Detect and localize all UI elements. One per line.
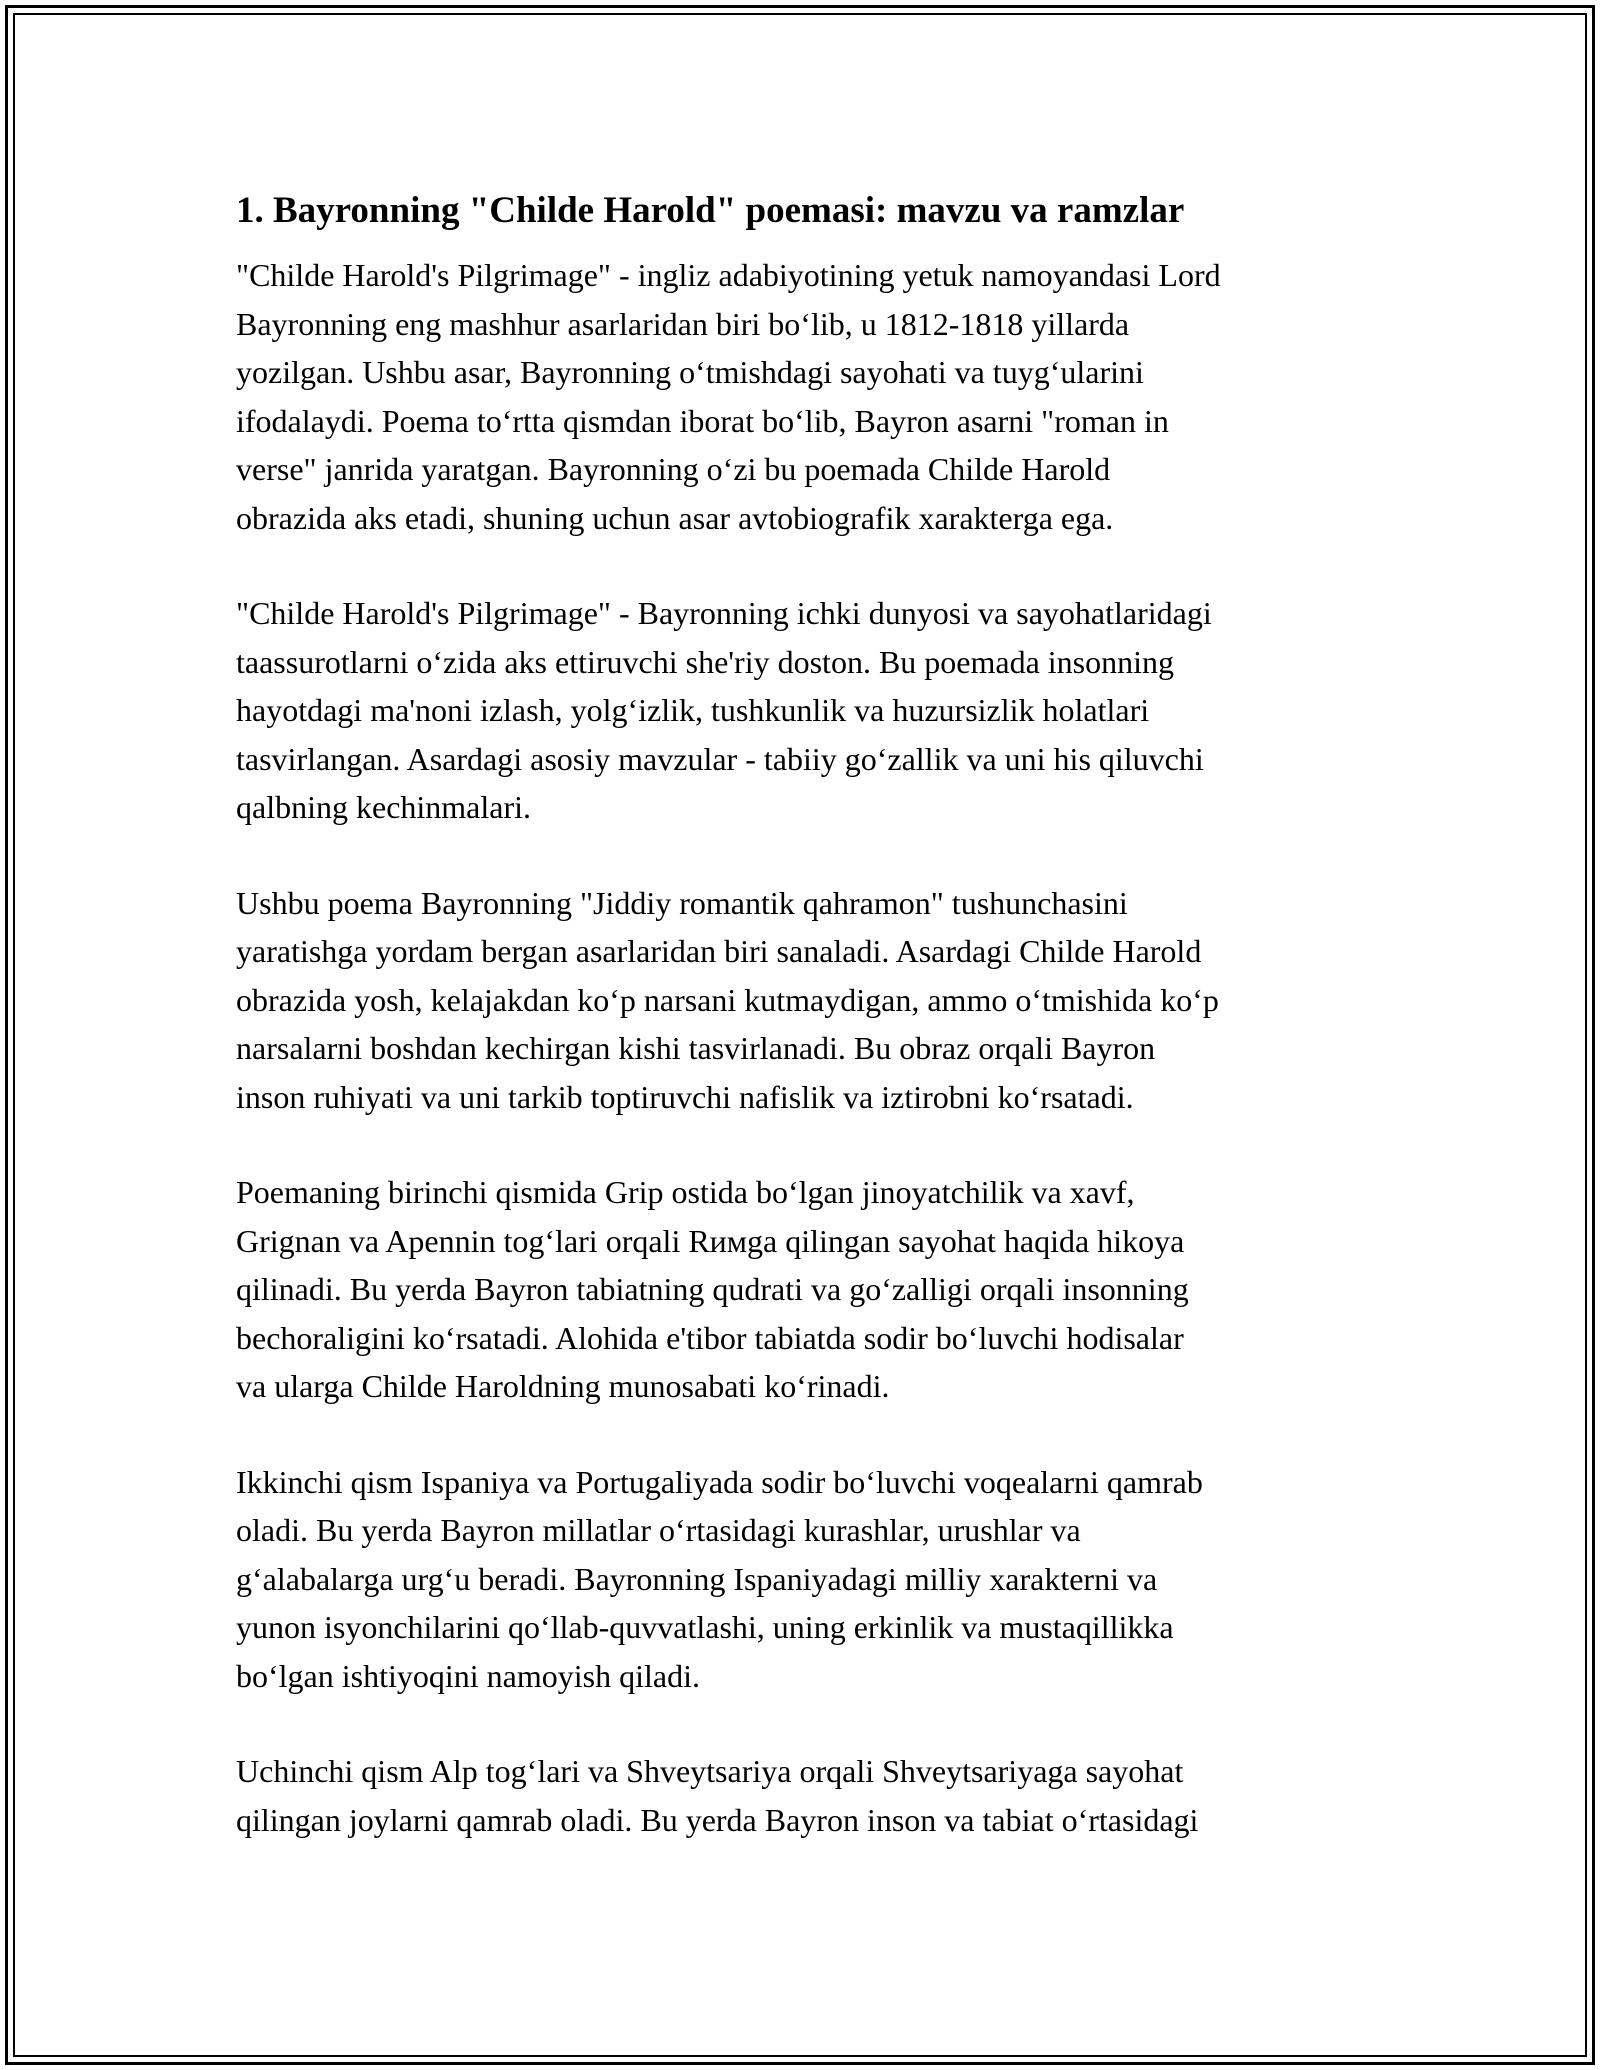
- paragraph-line: oladi. Bu yerda Bayron millatlar oʻrtasidagi kurashlar, urushlar va: [236, 1512, 1081, 1548]
- paragraph-line: qilingan joylarni qamrab oladi. Bu yerda Bayron inson va tabiat oʻrtasidagi: [236, 1801, 1199, 1838]
- document-body: [236, 185, 1376, 1891]
- paragraph-line: qalbning kechinmalari.: [236, 789, 532, 825]
- paragraph-line: obrazida yosh, kelajakdan koʻp narsani kutmaydigan, ammo oʻtmishida koʻp: [236, 981, 1219, 1018]
- paragraph-line: verse" janrida yaratgan. Bayronning oʻzi bu poemada Childe Harold: [236, 451, 1111, 487]
- paragraph-line: yaratishga yordam bergan asarlaridan biri sanaladi. Asardagi Childe Harold: [236, 933, 1202, 969]
- paragraph-line: yozilgan. Ushbu asar, Bayronning oʻtmishdagi sayohati va tuygʻularini: [236, 354, 1144, 390]
- paragraph-line: tasvirlangan. Asardagi asosiy mavzular - tabiiy goʻzallik va uni his qiluvchi: [236, 740, 1204, 777]
- paragraph-6: [236, 1747, 1376, 1844]
- paragraph-5: [236, 1458, 1376, 1701]
- paragraph-line: Grignan va Apennin togʻlari orqali Rимga qilingan sayohat haqida hikoya: [236, 1222, 1185, 1259]
- paragraph-line: Ushbu poema Bayronning "Jiddiy romantik qahramon" tushunchasini: [236, 884, 1128, 921]
- paragraph-4: [236, 1168, 1376, 1411]
- paragraph-line: inson ruhiyati va uni tarkib toptiruvchi nafislik va iztirobni koʻrsatadi.: [236, 1078, 1134, 1115]
- paragraph-3: [236, 879, 1376, 1122]
- paragraph-line: boʻlgan ishtiyoqini namoyish qiladi.: [236, 1657, 700, 1694]
- paragraph-line: obrazida aks etadi, shuning uchun asar avtobiografik xarakterga ega.: [236, 499, 1114, 536]
- paragraph-line: narsalarni boshdan kechirgan kishi tasvirlanadi. Bu obraz orqali Bayron: [236, 1030, 1156, 1066]
- paragraph-line: "Childe Harold's Pilgrimage" - ingliz adabiyotining yetuk namoyandasi Lord: [236, 257, 1221, 293]
- paragraph-line: Ikkinchi qism Ispaniya va Portugaliyada sodir boʻluvchi voqealarni qamrab: [236, 1463, 1203, 1500]
- paragraph-line: yunon isyonchilarini qoʻllab-quvvatlashi, uning erkinlik va mustaqillikka: [236, 1609, 1174, 1645]
- paragraph-2: [236, 589, 1376, 832]
- paragraph-line: Uchinchi qism Alp togʻlari va Shveytsariya orqali Shveytsariyaga sayohat: [236, 1753, 1184, 1789]
- paragraph-line: hayotdagi ma'noni izlash, yolgʻizlik, tushkunlik va huzursizlik holatlari: [236, 692, 1150, 728]
- paragraph-line: va ularga Childe Haroldning munosabati koʻrinadi.: [236, 1368, 890, 1404]
- paragraph-line: "Childe Harold's Pilgrimage" - Bayronning ichki dunyosi va sayohatlaridagi: [236, 595, 1212, 631]
- paragraph-line: qilinadi. Bu yerda Bayron tabiatning qudrati va goʻzalligi orqali insonning: [236, 1271, 1189, 1307]
- paragraph-line: bechoraligini koʻrsatadi. Alohida e'tibor tabiatda sodir boʻluvchi hodisalar: [236, 1319, 1184, 1356]
- paragraph-line: Bayronning eng mashhur asarlaridan biri boʻlib, u 1812-1818 yillarda: [236, 305, 1130, 342]
- paragraph-line: gʻalabalarga urgʻu beradi. Bayronning Ispaniyadagi milliy xarakterni va: [236, 1560, 1158, 1597]
- paragraph-1: [236, 251, 1376, 542]
- paragraph-line: Poemaning birinchi qismida Grip ostida boʻlgan jinoyatchilik va xavf,: [236, 1174, 1135, 1210]
- paragraph-line: taassurotlarni oʻzida aks ettiruvchi she'riy doston. Bu poemada insonning: [236, 643, 1175, 680]
- section-heading: 1. Bayronning "Childe Harold" poemasi: mavzu va ramzlar: [236, 190, 1185, 231]
- paragraph-line: ifodalaydi. Poema toʻrtta qismdan iborat boʻlib, Bayron asarni "roman in: [236, 402, 1169, 439]
